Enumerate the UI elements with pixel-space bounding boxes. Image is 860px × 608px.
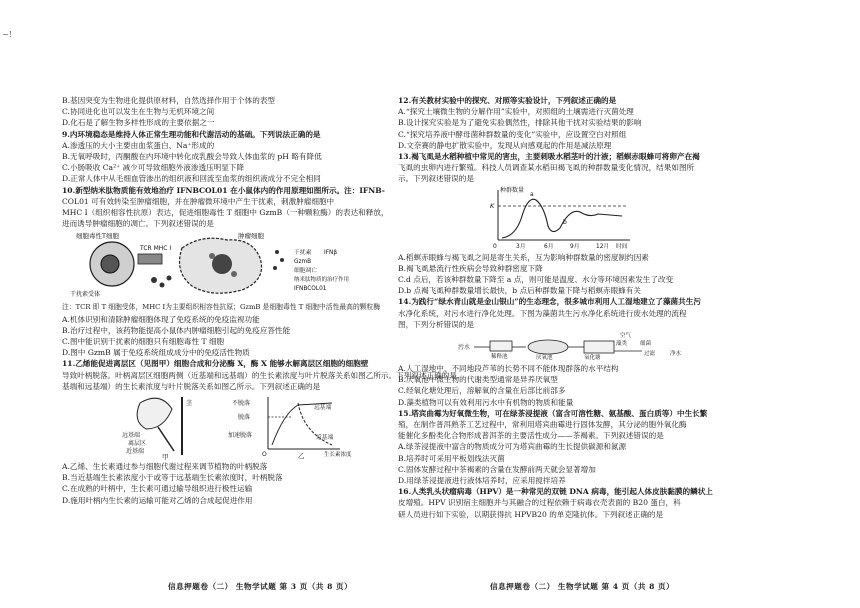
wastewater-flow-diagram xyxy=(398,331,728,361)
q10-figure xyxy=(62,230,390,300)
chart-point-b: b xyxy=(563,218,567,226)
q13-stem-line: 示。下列叙述错误的是 xyxy=(398,174,474,184)
q11-figure xyxy=(62,393,390,462)
legend-item: IFNBCOL01 xyxy=(294,286,327,293)
tumor-label: 肿瘤细胞 xyxy=(238,232,264,241)
q13-stem-line: 13.褐飞虱是水稻种植中常见的害虫，主要刺吸水稻茎叶的汁液；稻螟赤眼蜂可将卵产在褐 xyxy=(398,152,700,162)
tcr-label: TCR MHC Ⅰ xyxy=(140,245,172,253)
right-column xyxy=(398,95,730,520)
immune-diagram xyxy=(62,230,382,300)
flow-air: 空气 xyxy=(620,333,632,340)
tumor-granule xyxy=(209,253,215,259)
gzmb-granule xyxy=(167,276,172,281)
q14-stem-line: 水净化系统，对污水进行净化处理。下图为藻菌共生污水净化系统进行废水处理的流程 xyxy=(398,308,687,318)
q10-option-a: A.机体识别和清除肿瘤细胞体现了免疫系统的免疫监视功能 xyxy=(62,314,260,324)
flow-oxidation: 氧化塘 xyxy=(584,355,601,362)
q12-option-a: A.“探究土壤微生物的分解作用”实验中，对照组的土壤需进行灭菌处理 xyxy=(398,107,634,117)
legend-item: IFNβ xyxy=(324,250,338,257)
chart-x-tick: 6月 xyxy=(544,243,554,250)
q14-stem-line: 图，下列分析错误的是 xyxy=(398,319,474,329)
q9-option-b: B.无氧呼吸时，丙酮酸在内环境中转化成乳酸会导致人体血浆的 pH 略有降低 xyxy=(62,152,322,162)
ifn-dot xyxy=(280,258,284,262)
q12-option-c: C.“探究培养液中酵母菌种群数量的变化”实验中，应设置空白对照组 xyxy=(398,129,627,139)
population-chart xyxy=(398,186,728,250)
q10-note: 注：TCR 即 T 细胞受体，MHC Ⅰ为主要组织相容性抗原；GzmB 是细胞毒性 T 细胞中活性最高的颗粒酶 xyxy=(62,303,381,312)
q10-stem-line: 进而诱导肿瘤细胞的凋亡。下列叙述错误的是 xyxy=(62,219,214,229)
page-footer-right: 信息押题卷（二） 生物学试题 第 4 页（共 8 页） xyxy=(490,582,675,591)
near-end-label: 近基端 xyxy=(126,448,145,456)
zone-label: 离层区 xyxy=(128,440,147,448)
q10-stem-line: COL01 可有效转染至肿瘤细胞，并在肿瘤微环境中产生干扰素，刺激肿瘤细胞中 xyxy=(62,196,335,206)
legend-item: 细胞凋亡 xyxy=(294,268,318,275)
q16-stem-line: 16.人类乳头状瘤病毒（HPV）是一种常见的双链 DNA 病毒，能引起人体皮肤黏膜的鳞状上 xyxy=(398,487,713,497)
q14-option-a: A.人工湿地中，不同地段芦苇的长势不同不能体现群落的水平结构 xyxy=(398,364,619,374)
q13-option-b: B.褐飞虱悬流行性疾病会导致种群密度下降 xyxy=(398,263,543,273)
flow-box-oxidation xyxy=(584,341,614,353)
fig-jia-label: 甲 xyxy=(162,453,169,462)
q8-option-c: C.协同进化也可以发生在生物与无机环境之间 xyxy=(62,107,215,117)
q14-option-d: D.藻类植物可以有效利用污水中有机物的物质和能量 xyxy=(398,397,574,407)
leaf-shape xyxy=(137,398,172,429)
q10-stem-line: 10.新型纳米肽物质能有效地治疗 IFNBCOL01 在小鼠体内的作用原理如图所示。注：IFNB- xyxy=(62,185,385,195)
t-cell-nucleus xyxy=(101,255,119,273)
stem-label: 茎 xyxy=(186,400,193,408)
flow-settling: 稀释池 xyxy=(491,354,508,361)
flow-sewage: 污水 xyxy=(458,344,471,352)
chart-x-tick: 3月 xyxy=(516,243,526,250)
page-footer-left: 信息押题卷（二） 生物学试题 第 3 页（共 8 页） xyxy=(168,582,353,591)
legend-item: GzmB xyxy=(294,259,312,266)
flow-clean: 净水 xyxy=(670,351,682,358)
legend-item: 干扰素 xyxy=(294,250,312,257)
q9-option-d: D.正常人体中从毛细血管渗出的组织液和回流至血浆的组织液成分不完全相同 xyxy=(62,174,321,184)
origin-label: O xyxy=(262,451,267,459)
q16-stem-line: 皮增殖。HPV 识别宿主细胞并与其融合的过程依赖于病毒衣壳表面的 B20 蛋白，科 xyxy=(398,498,681,508)
leaf-abscission-diagram xyxy=(62,393,382,462)
q13-figure xyxy=(398,186,730,250)
q10-option-b: B.治疗过程中，该药物能提高小鼠体内肿瘤细胞引起的免疫应答性能 xyxy=(62,325,291,335)
curve-far-label: 远基端 xyxy=(314,405,332,412)
q8-option-d: D.化石是了解生物多样性形成的主要依据之一 xyxy=(62,118,215,128)
curve-near-label: 近基端 xyxy=(316,435,334,442)
q14-stem-line: 14.为践行“绿水青山就是金山银山”的生态理念，很多城市利用人工湿地建立了藻菌共生污 xyxy=(398,297,701,307)
fig-yi-label: 乙 xyxy=(298,452,305,461)
q9-option-c: C.小肠吸收 Ca²⁺ 减少可导致细胞外液渗透压明显下降 xyxy=(62,163,245,173)
q13-option-a: A.稻螟赤眼蜂与褐飞虱之间是寄生关系，互为影响种群数量的密度制约因素 xyxy=(398,252,649,262)
gzmb-granule xyxy=(151,277,157,283)
q14-option-b: B.厌氧池中微生物的代谢类型通常是异养厌氧型 xyxy=(398,375,558,385)
t-cell-label: 细胞毒性T细胞 xyxy=(76,232,119,241)
tumor-granule xyxy=(231,271,237,277)
q12-option-b: B.设计探究实验是为了避免实验偶然性，排除其他干扰对实验结果的影响 xyxy=(398,118,642,128)
q11-option-a: A.乙烯、生长素通过参与细胞代谢过程来调节植物的叶柄脱落 xyxy=(62,462,268,472)
q11-option-b: B.当近基端生长素浓度小于或等于远基端生长素浓度时，叶柄脱落 xyxy=(62,473,283,483)
flow-filter: 过滤 xyxy=(644,351,656,358)
q13-stem-line: 飞虱的虫卵内进行繁殖。科技人员调查某水稻田褐飞虱的种群数量变化情况，结果如图所 xyxy=(398,163,695,173)
q9-stem: 9.内环境稳态是维持人体正常生理功能和代谢活动的基础。下列说法正确的是 xyxy=(62,129,321,139)
flow-anaerobic: 厌氧池 xyxy=(536,355,553,362)
q14-option-c: C.经氧化塘处理后，溶解氧的含量在后部比前部多 xyxy=(398,386,566,396)
q10-stem-line: MHC Ⅰ（组织相容性抗原）表达，促进细胞毒性 T 细胞中 GzmB（一种颗粒酶）的表达和释放， xyxy=(62,208,389,218)
chart-series-line xyxy=(502,199,622,238)
tcr-complex xyxy=(138,254,162,264)
q12-option-d: D.文奈赛的静电扩散实验中，发现从向感观起的作用是减法原理 xyxy=(398,140,612,150)
q15-option-c: C.固体发酵过程中茶褐素的含量在发酵前两天就会显著增加 xyxy=(398,464,596,474)
x-axis-label: 生长素浓度 xyxy=(324,452,352,459)
legend-prefix: 纳米肽物质的治疗作用 xyxy=(294,277,350,284)
chart-x-tick: 9月 xyxy=(570,243,580,250)
chart-y-label: 种群数量 xyxy=(500,186,525,194)
q10-option-c: C.图中能识别干扰素的细胞只有细胞毒性 T 细胞 xyxy=(62,337,225,347)
flow-box-settling xyxy=(490,341,512,351)
q15-stem-line: 殖，在制作普洱熟茶工艺过程中，常利用塔宾曲霉进行固体发酵，其分泌的胞外氧化酶 xyxy=(398,420,687,430)
petiole xyxy=(158,427,174,451)
chart-origin: 0 xyxy=(493,242,497,250)
chart-x-unit: 时间 xyxy=(616,243,628,250)
q16-stem-line: 研人员进行如下实验，以期获得抗 HPVB20 的单克隆抗体。下列叙述正确的是 xyxy=(398,509,664,519)
q14-figure xyxy=(398,331,730,361)
q11-stem-line: 11.乙烯能促进离层区（见图甲）细胞合成和分泌酶 X，酶 X 能够水解离层区细胞的细胞壁 xyxy=(62,359,369,369)
far-end-label: 远基端 xyxy=(122,432,141,440)
flow-algae: 藻类 xyxy=(616,341,628,348)
drop-label: 脱落 xyxy=(238,414,251,422)
q12-stem: 12.有关教材实验中的探究、对照等实验设计，下列叙述正确的是 xyxy=(398,96,617,105)
q13-option-c: C.d 点后，若该种群数量下降至 a 点，则可能是温度、水分等环境因素发生了改变 xyxy=(398,275,674,285)
no-drop-label: 不脱落 xyxy=(232,400,251,408)
q15-stem-line: 能催化多酚类化合物形成普洱茶的主要活性成分——茶褐素。下列叙述错误的是 xyxy=(398,431,664,441)
q8-option-b: B.基因突变为生物进化提供原材料，自然选择作用于个体的表型 xyxy=(62,96,276,105)
flow-box-anaerobic xyxy=(528,340,568,354)
q11-option-d: D.施用叶柄内生长素的运输可能对乙烯的合成起促进作用 xyxy=(62,495,253,505)
q15-option-d: D.用绿茶浸提液进行液体培养时，应采用搅拌培养 xyxy=(398,476,566,486)
q9-option-a: A.渗透压的大小主要由血浆蛋白、Na⁺形成的 xyxy=(62,140,215,150)
chart-point-a: a xyxy=(530,190,534,198)
q13-option-d: D.b 点褐飞虱种群数量增长最快，b 点后种群数量下降与稻螟赤眼蜂有关 xyxy=(398,286,641,296)
q11-stem-line: 基端和远基端）的生长素浓度与叶片脱落关系如图乙所示。下列叙述正确的是 xyxy=(62,381,321,391)
q10-option-d: D.图中 GzmB 属于免疫系统组成成分中的免疫活性物质 xyxy=(62,348,250,358)
chart-x-tick: 12月 xyxy=(596,243,610,250)
q15-stem-line: 15.塔宾曲霉为好氧微生物，可在绿茶浸提液（富含可溶性糖、氨基酸、蛋白质等）中生长繁 xyxy=(398,408,708,418)
ifn-dot xyxy=(275,250,279,254)
ifn-dot xyxy=(273,266,277,270)
chart-k-label: K xyxy=(490,201,495,210)
flow-bacteria: 细菌 xyxy=(640,341,652,348)
q15-option-a: A.绿茶浸提液中富含的物质成分可为塔宾曲霉的生长提供碳源和氮源 xyxy=(398,442,627,452)
q11-stem-line: 导致叶柄脱落。叶柄离层区细胞两侧（近基端和远基端）的生长素浓度与叶片脱落关系如图乙所示。下列叙述正确的是 xyxy=(62,370,457,380)
q15-option-b: B.培养时可采用平板划线法灭菌 xyxy=(398,453,505,463)
tumor-nucleus xyxy=(212,254,232,274)
corner-mark: ~! xyxy=(2,30,12,39)
q11-option-c: C.在成熟的叶柄中，生长素可通过输导组织进行极性运输 xyxy=(62,484,253,494)
speed-label: 加速脱落 xyxy=(228,432,253,440)
receptor-label: 干扰素受体 xyxy=(70,291,101,299)
gzmb-granule xyxy=(160,283,165,288)
